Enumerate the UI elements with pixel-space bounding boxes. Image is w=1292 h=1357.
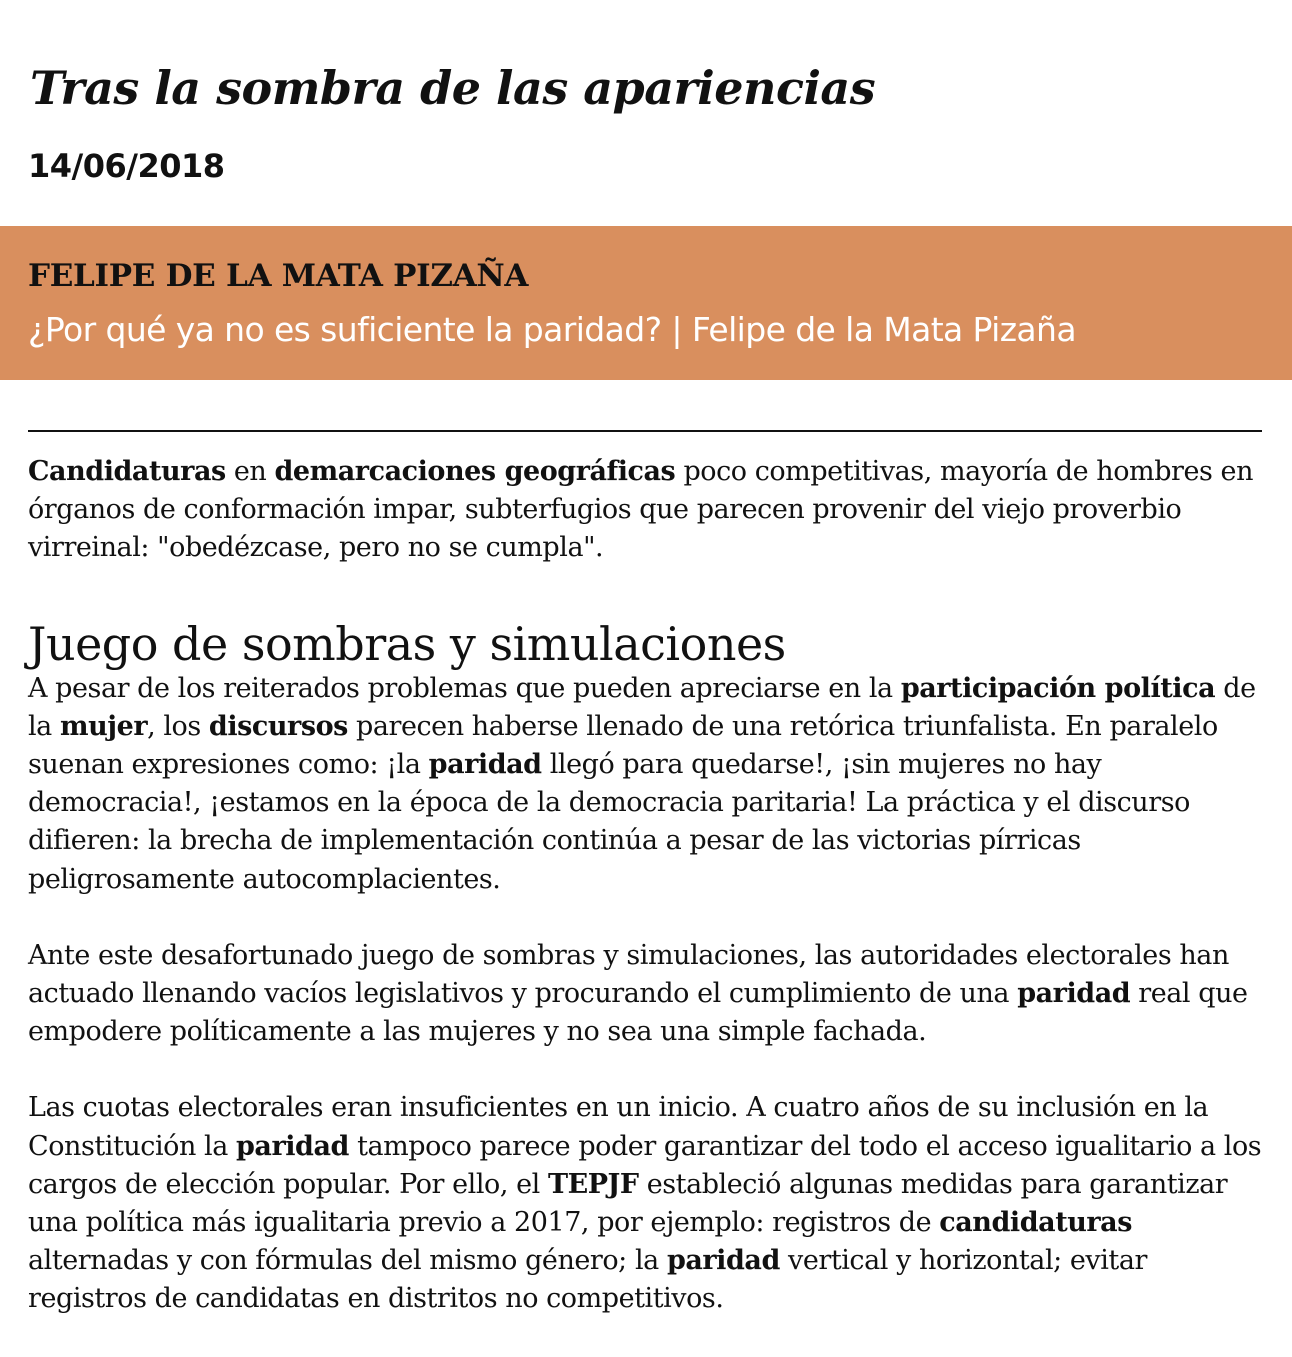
p3-text-1: Las cuotas electorales eran insuficientes en un inicio. A cuatro años de su inclusión en la Constitución la xyxy=(28,1092,1209,1162)
p1-text-4: parecen haberse llenado de una retórica triunfalista. En paralelo suenan expresiones como: ¡la xyxy=(28,710,1218,781)
p2-text-2: real que empodere políticamente a las mujeres y no sea una simple fachada. xyxy=(28,978,1248,1048)
keyword-mujer: mujer xyxy=(59,710,148,742)
p1-text-2: de la xyxy=(28,672,1256,742)
keyword-paridad: paridad xyxy=(235,1130,349,1162)
p1-text-5: llegó para quedarse!, ¡sin mujeres no hay democracia!, ¡estamos en la época de la democracia paritaria! La práctica y el discurso difieren: la brecha de implementación continúa a pesar de las victorias pírricas peligrosamente autocomplacientes. xyxy=(28,749,1190,895)
keyword-participacion-politica: participación política xyxy=(900,672,1216,704)
p1-text-3: , los xyxy=(147,710,209,742)
p3-text-2: tampoco parece poder garantizar del todo el acceso igualitario a los cargos de elección popular. Por ello, el xyxy=(28,1130,1262,1200)
keyword-candidaturas: Candidaturas xyxy=(28,456,226,487)
keyword-demarcaciones: demarcaciones geográficas xyxy=(274,456,676,487)
p1-text-1: A pesar de los reiterados problemas que pueden apreciarse en la xyxy=(28,672,901,704)
article-title: Tras la sombra de las apariencias xyxy=(30,61,876,115)
author-name: FELIPE DE LA MATA PIZAÑA xyxy=(28,258,529,294)
lead-paragraph xyxy=(28,453,1268,568)
keyword-paridad: paridad xyxy=(428,749,542,781)
p3-text-4: alternadas y con fórmulas del mismo género; la xyxy=(28,1245,667,1277)
section-heading: Juego de sombras y simulaciones xyxy=(28,616,786,671)
keyword-discursos: discursos xyxy=(208,710,348,742)
p3-text-5: vertical y horizontal; evitar registros de candidatas en distritos no competitivos. xyxy=(28,1245,1147,1315)
p3-text-3: estableció algunas medidas para garantizar una política más igualitaria previo a 2017, por ejemplo: registros de xyxy=(28,1168,1228,1239)
author-column-link[interactable]: ¿Por qué ya no es suficiente la paridad? | Felipe de la Mata Pizaña xyxy=(28,310,1076,349)
article-date: 14/06/2018 xyxy=(28,147,225,185)
body-paragraph-1 xyxy=(28,670,1268,899)
p2-text-1: Ante este desafortunado juego de sombras y simulaciones, las autoridades electorales han actuado llenando vacíos legislativos y procurando el cumplimiento de una xyxy=(28,939,1229,1010)
body-paragraph-3 xyxy=(28,1089,1268,1318)
keyword-candidaturas: candidaturas xyxy=(939,1207,1132,1239)
keyword-paridad: paridad xyxy=(666,1245,780,1277)
section-divider xyxy=(28,430,1262,432)
article-body xyxy=(28,453,1268,1357)
lead-text-2: poco competitivas, mayoría de hombres en órganos de conformación impar, subterfugios que parecen provenir del viejo proverbio virreinal: "obedézcase, pero no se cumpla". xyxy=(28,456,1254,564)
body-paragraph-2 xyxy=(28,937,1268,1052)
keyword-tepjf: TEPJF xyxy=(547,1168,639,1200)
author-banner xyxy=(0,226,1292,380)
keyword-paridad: paridad xyxy=(1017,978,1131,1010)
lead-text-1: en xyxy=(225,456,275,487)
